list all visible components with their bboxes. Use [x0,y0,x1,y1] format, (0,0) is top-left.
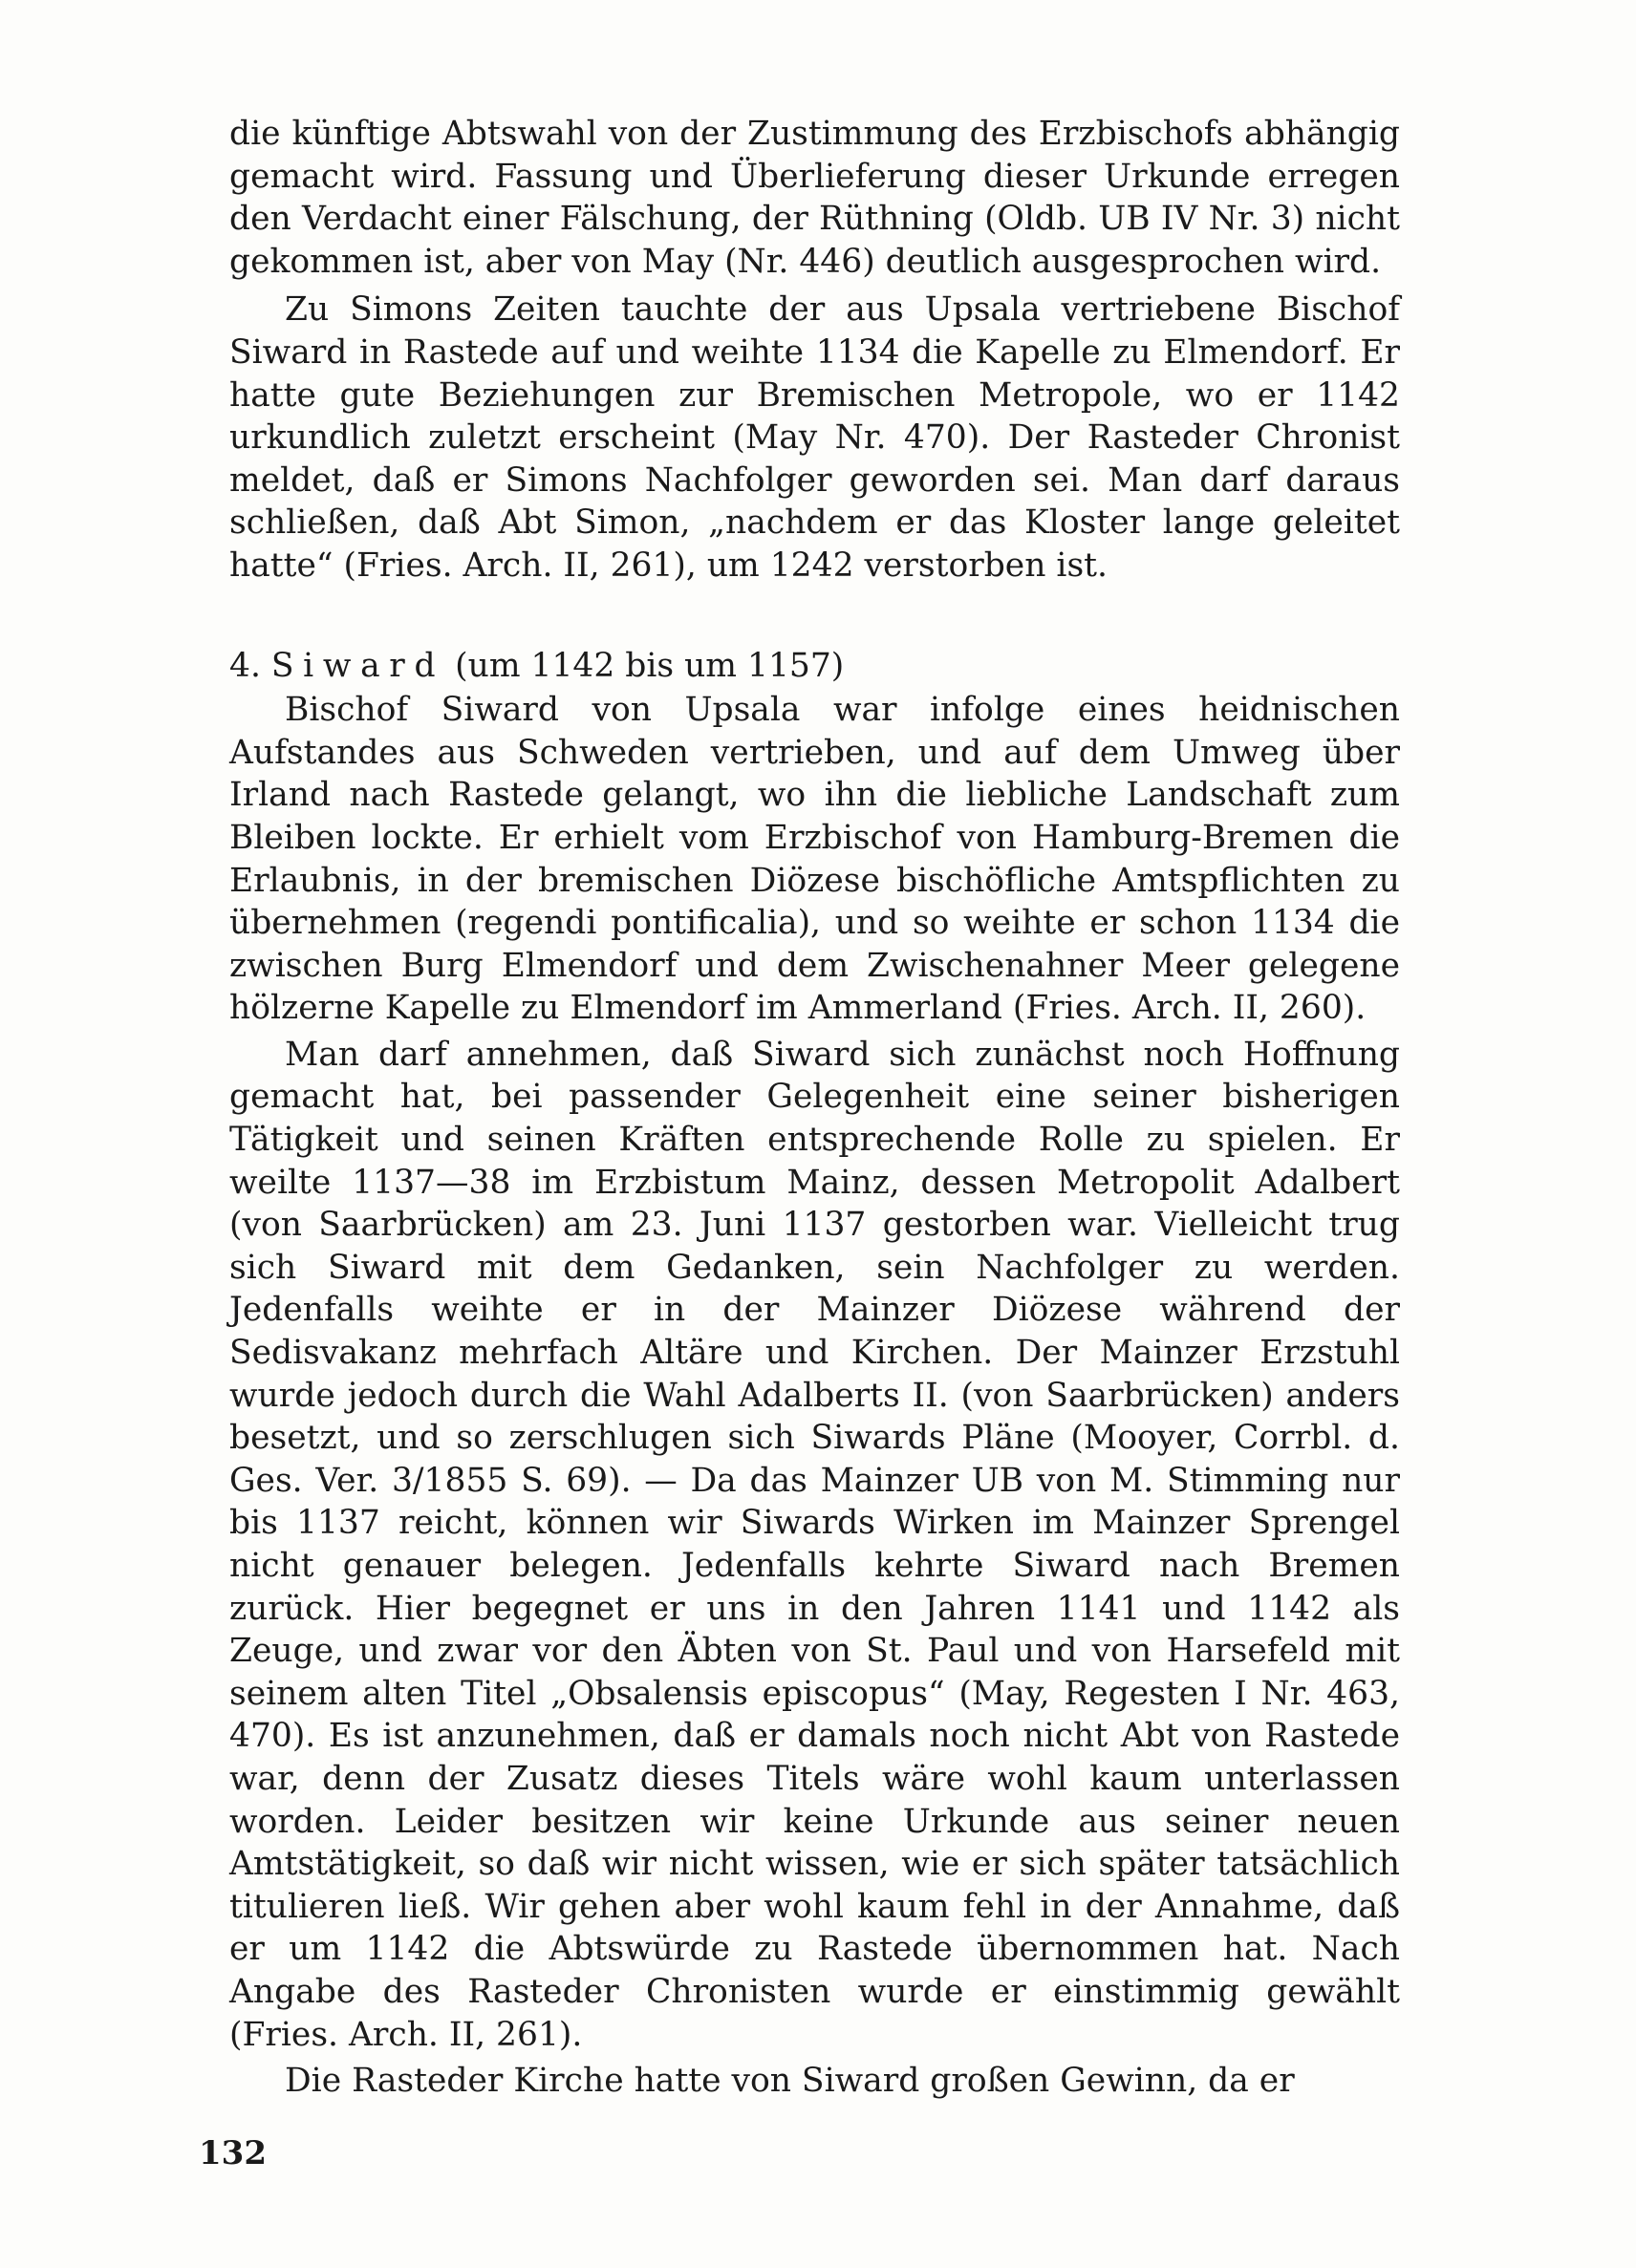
body-text [229,113,1400,2103]
section-dates: (um 1142 bis um 1157) [455,646,845,685]
paragraph-abtswahl: die künftige Abtswahl von der Zustimmung des Erzbischofs abhängig gemacht wird. Fassung und Überlieferung dieser Urkunde erregen den Verdacht einer Fälschung, der Rüthning (Oldb. UB IV Nr. 3) nicht gekommen ist, aber von May (Nr. 446) deutlich ausgesprochen wird. [229,115,1400,281]
section-heading-siward [229,645,1400,688]
paragraph-rasteder-kirche: Die Rasteder Kirche hatte von Siward großen Gewinn, da er [285,2062,1295,2101]
paragraph-siward-upsala: Bischof Siward von Upsala war infolge eines heidnischen Aufstandes aus Schweden vertrieben, und auf dem Umweg über Irland nach Rastede gelangt, wo ihn die liebliche Landschaft zum Bleiben lockte. Er erhielt vom Erzbischof von Hamburg-Bremen die Erlaubnis, in der bremischen Diözese bischöfliche Amtspflichten zu übernehmen (regendi pontificalia), und so weihte er schon 1134 die zwischen Burg Elmendorf und dem Zwischenahner Meer gelegene hölzerne Kapelle zu Elmendorf im Ammerland (Fries. Arch. II, 260). [229,691,1400,1028]
section-number: 4. [229,646,261,685]
paragraph-siward-mainz: Man darf annehmen, daß Siward sich zunächst noch Hoffnung gemacht hat, bei passender Gelegenheit eine seiner bisherigen Tätigkeit und seinen Kräften entsprechende Rolle zu spielen. Er weilte 1137—38 im Erzbistum Mainz, dessen Metropolit Adalbert (von Saarbrücken) am 23. Juni 1137 gestorben war. Vielleicht trug sich Siward mit dem Gedanken, sein Nachfolger zu werden. Jedenfalls weihte er in der Mainzer Diözese während der Sedisvakanz mehrfach Altäre und Kirchen. Der Mainzer Erzstuhl wurde jedoch durch die Wahl Adalberts II. (von Saarbrücken) anders besetzt, und so zerschlugen sich Siwards Pläne (Mooyer, Corrbl. d. Ges. Ver. 3/1855 S. 69). — Da das Mainzer UB von M. Stimming nur bis 1137 reicht, können wir Siwards Wirken im Mainzer Sprengel nicht genauer belegen. Jedenfalls kehrte Siward nach Bremen zurück. Hier begegnet er uns in den Jahren 1141 und 1142 als Zeuge, und zwar vor den Äbten von St. Paul und von Harsefeld mit seinem alten Titel „Obsalensis episcopus“ (May, Regesten I Nr. 463, 470). Es ist anzunehmen, daß er damals noch nicht Abt von Rastede war, denn der Zusatz dieses Titels wäre wohl kaum unterlassen worden. Leider besitzen wir keine Urkunde aus seiner neuen Amtstätigkeit, so daß wir nicht wissen, wie er sich später tatsächlich titulieren ließ. Wir gehen aber wohl kaum fehl in der Annahme, daß er um 1142 die Abtswürde zu Rastede übernommen hat. Nach Angabe des Rasteder Chronisten wurde er einstimmig gewählt (Fries. Arch. II, 261). [229,1035,1400,2054]
section-name: Siward [270,646,445,685]
page-number: 132 [199,2134,267,2172]
paragraph-simon: Zu Simons Zeiten tauchte der aus Upsala vertriebene Bischof Siward in Rastede auf und weihte 1134 die Kapelle zu Elmendorf. Er hatte gute Beziehungen zur Bremischen Metropole, wo er 1142 urkundlich zuletzt erscheint (May Nr. 470). Der Rasteder Chronist meldet, daß er Simons Nachfolger geworden sei. Man darf daraus schließen, daß Abt Simon, „nachdem er das Kloster lange geleitet hatte“ (Fries. Arch. II, 261), um 1242 verstorben ist. [229,290,1400,585]
